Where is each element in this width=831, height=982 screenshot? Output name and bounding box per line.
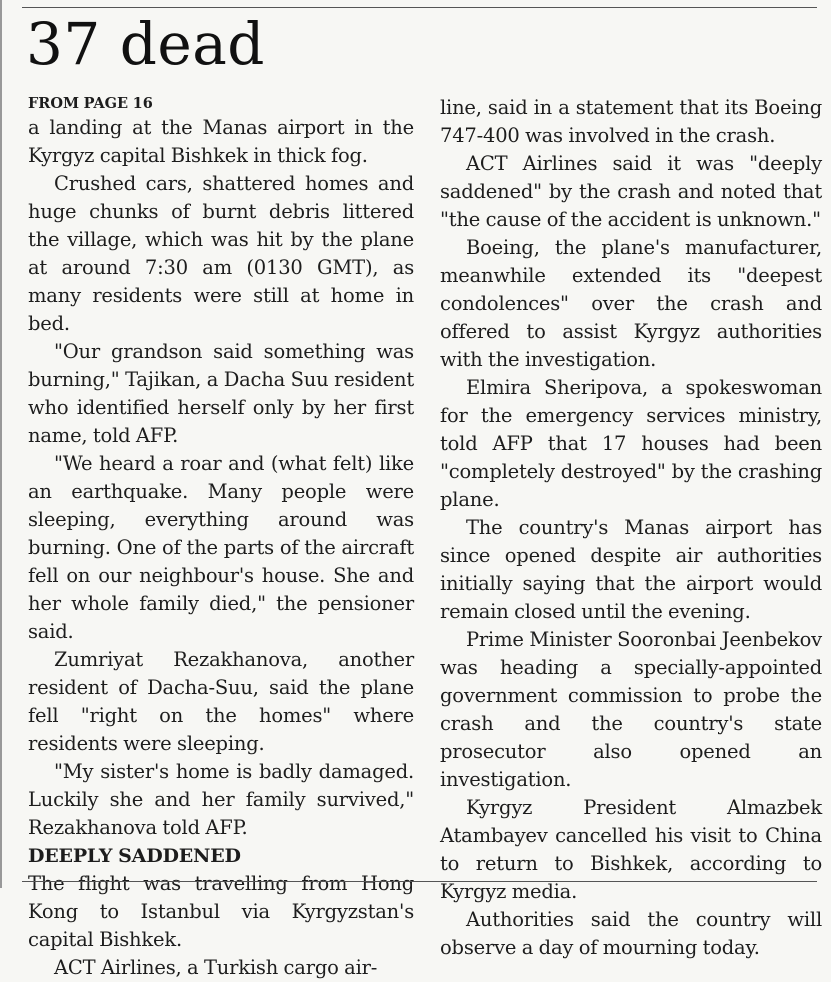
- paragraph: a landing at the Manas airport in the Kyrgyz capital Bishkek in thick fog.: [28, 116, 414, 167]
- paragraph: Prime Minister Sooronbai Jeenbekov was heading a specially-appointed government commission to probe the crash and the country's state prosecutor also opened an investigation.: [440, 628, 822, 791]
- bottom-rule: [22, 881, 817, 882]
- left-paragraphs: [28, 114, 414, 842]
- paragraph: "My sister's home is badly damaged. Luckily she and her family survived," Rezakhanova told AFP.: [28, 760, 414, 839]
- paragraph: line, said in a statement that its Boeing 747-400 was involved in the crash.: [440, 96, 822, 147]
- headline: 37 dead: [26, 10, 265, 78]
- paragraph: "We heard a roar and (what felt) like an earthquake. Many people were sleeping, everything around was burning. One of the parts of the aircraft fell on our neighbour's house. She and her whole family died," the pensioner said.: [28, 452, 414, 643]
- paragraph: Elmira Sheripova, a spokeswoman for the emergency services ministry, told AFP that 17 houses had been "completely destroyed" by the crashing plane.: [440, 376, 822, 511]
- right-column: [440, 94, 822, 962]
- left-paragraphs-after-subhead: [28, 870, 414, 982]
- left-column: [28, 94, 414, 982]
- paragraph: Kyrgyz President Almazbek Atambayev cancelled his visit to China to return to Bishkek, according to Kyrgyz media.: [440, 796, 822, 903]
- paragraph: Zumriyat Rezakhanova, another resident of Dacha-Suu, said the plane fell "right on the homes" where residents were sleeping.: [28, 648, 414, 755]
- paragraph: The country's Manas airport has since opened despite air authorities initially saying that the airport would remain closed until the evening.: [440, 516, 822, 623]
- paragraph: ACT Airlines said it was "deeply saddened" by the crash and noted that "the cause of the accident is unknown.": [440, 152, 822, 231]
- top-rule: [22, 7, 817, 8]
- paragraph: The flight was travelling from Hong Kong to Istanbul via Kyrgyzstan's capital Bishkek.: [28, 872, 414, 951]
- jump-line: FROM PAGE 16: [28, 95, 153, 112]
- paragraph: Authorities said the country will observe a day of mourning today.: [440, 908, 822, 959]
- right-paragraphs: [440, 94, 822, 962]
- subhead: DEEPLY SADDENED: [28, 845, 241, 867]
- paragraph: Crushed cars, shattered homes and huge chunks of burnt debris littered the village, which was hit by the plane at around 7:30 am (0130 GMT), as many residents were still at home in bed.: [28, 172, 414, 335]
- paragraph: ACT Airlines, a Turkish cargo air-: [54, 956, 378, 979]
- paragraph: "Our grandson said something was burning," Tajikan, a Dacha Suu resident who identified herself only by her first name, told AFP.: [28, 340, 414, 447]
- paragraph: Boeing, the plane's manufacturer, meanwhile extended its "deepest condolences" over the crash and offered to assist Kyrgyz authorities with the investigation.: [440, 236, 822, 371]
